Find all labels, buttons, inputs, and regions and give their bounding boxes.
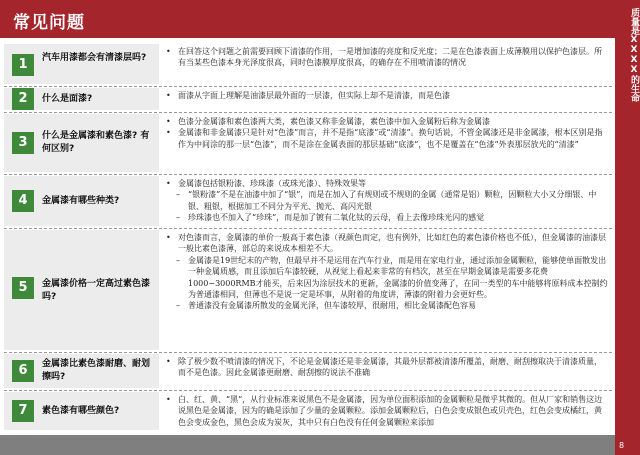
- faq-row: [4, 88, 612, 110]
- answer-cell: [162, 354, 612, 388]
- answer-sub-item: [166, 212, 608, 223]
- row-divider: [4, 86, 612, 87]
- answer-text: 除了极少数不喷清漆的情况下，不论是金属漆还是非金属漆，其最外层都被清漆所覆盖，耐磨、耐刮擦取决于清漆质量，而不是色漆。因此金属漆更耐磨、耐刮擦的说法不准确: [178, 357, 602, 378]
- faq-row: [4, 230, 612, 350]
- bullet-marker: •: [166, 357, 171, 366]
- answer-bullet: [166, 90, 608, 101]
- answer-cell: [162, 44, 612, 84]
- header-bar: [0, 0, 615, 38]
- bullet-marker: •: [166, 233, 171, 242]
- answer-sub-item: [166, 189, 608, 212]
- question-cell: [4, 230, 159, 350]
- faq-row: [4, 354, 612, 388]
- bullet-marker: •: [166, 91, 171, 100]
- answer-bullet: [166, 178, 608, 189]
- answer-cell: [162, 88, 612, 110]
- question-cell: [4, 114, 159, 172]
- question-number-badge: 4: [12, 190, 34, 212]
- question-text: 金属漆价格一定高过素色漆吗?: [42, 279, 151, 302]
- row-divider: [4, 174, 612, 175]
- row-divider: [4, 112, 612, 113]
- dash-marker: –: [176, 301, 180, 311]
- answer-cell: [162, 230, 612, 350]
- question-number-badge: 2: [12, 88, 34, 110]
- dash-marker: –: [176, 190, 180, 200]
- answer-bullet: [166, 394, 608, 428]
- answer-bullet: [166, 127, 608, 150]
- answer-text: 色漆分金属漆和素色漆两大类，素色漆又称非金属漆，素色漆中加入金属粉后称为金属漆: [178, 117, 490, 126]
- question-text: 什么是面漆?: [42, 94, 93, 104]
- dash-marker: –: [176, 213, 180, 223]
- question-number-badge: 5: [12, 277, 34, 299]
- faq-row: [4, 44, 612, 84]
- question-cell: [4, 392, 159, 430]
- question-cell: [4, 88, 159, 110]
- answer-text: 金属漆是19世纪末的产物，但最早并不是运用在汽车行业，而是用在家电行业，通过添加金属颗粒，能够使单面散发出一种金属质感，而且添加后车漆较硬，从视觉上看起来非常的有档次，甚至在早期金属漆是需要多花费1000~3000RMB才能买，后来因为涂层技术的更新，金属漆的价值变薄了，在同一类型的车中能够将原料成本控制约为普通漆相同，但薄也不是说一定是坏事，从附着的角度讲，薄漆的附着力会更好些。: [188, 255, 608, 300]
- question-text: 素色漆有哪些颜色?: [42, 406, 120, 416]
- answer-cell: [162, 176, 612, 226]
- sidebar-slogan: 质量是XXXX的生命: [629, 8, 639, 102]
- question-number-badge: 3: [12, 132, 34, 154]
- question-number-badge: 1: [12, 54, 34, 76]
- answer-bullet: [166, 46, 608, 69]
- answer-sub-item: [166, 300, 608, 311]
- bullet-marker: •: [166, 117, 171, 126]
- answer-cell: [162, 392, 612, 430]
- answer-text: “银粉漆”不是在油漆中加了“银”，而是在加入了有规则或不规则的金属（通常是铝）颗粒，因颗粒大小又分细银、中银、粗银，根据加工不同分为平光、抛光、高闪光银: [188, 190, 597, 211]
- bullet-marker: •: [166, 128, 171, 138]
- answer-text: 金属漆和非金属漆只是针对“色漆”而言，并不是指“底漆”或“清漆”。换句话说，不管金属漆还是非金属漆，根本区别是指作为中间涂的那一层“色漆”，而不是涂在金属表面的那层基础“底漆”，也不是覆盖在“色漆”外表那层放光的“清漆”: [178, 128, 603, 149]
- question-cell: [4, 354, 159, 388]
- bullet-marker: •: [166, 179, 171, 188]
- bullet-marker: •: [166, 47, 171, 56]
- answer-sub-item: [166, 255, 608, 301]
- answer-bullet: [166, 232, 608, 255]
- footer-bar: [0, 435, 615, 455]
- question-number-badge: 6: [12, 360, 34, 382]
- page-title: 常见问题: [13, 13, 85, 33]
- dash-marker: –: [176, 255, 180, 265]
- question-cell: [4, 44, 159, 84]
- row-divider: [4, 390, 612, 391]
- sidebar-bar: [615, 0, 640, 455]
- question-cell: [4, 176, 159, 226]
- faq-row: [4, 114, 612, 172]
- row-divider: [4, 228, 612, 229]
- answer-text: 在回答这个问题之前需要回顾下清漆的作用，一是增加漆的亮度和反光度；二是在色漆表面上成薄膜用以保护色漆层。所有当某些色漆本身光泽度很高，同时色漆膜厚度很高，的确存在不用喷清漆的情况: [178, 47, 602, 68]
- faq-row: [4, 392, 612, 430]
- answer-text: 普通漆没有金属漆所散发的金属光泽，但车漆较厚，很耐用，相比金属漆配色容易: [188, 301, 476, 311]
- faq-row: [4, 176, 612, 226]
- answer-bullet: [166, 116, 608, 127]
- bullet-marker: •: [166, 395, 171, 404]
- question-text: 汽车用漆都会有清漆层吗?: [42, 53, 147, 63]
- question-text: 什么是金属漆和素色漆? 有何区别?: [42, 131, 150, 154]
- question-text: 金属漆比素色漆耐磨、耐划擦吗?: [42, 359, 151, 382]
- answer-text: 面漆从字面上理解是油漆层最外面的一层漆，但实际上却不是清漆，而是色漆: [178, 91, 450, 100]
- answer-text: 对色漆而言，金属漆的单价一般高于素色漆（视颜色而定，也有例外，比如红色的素色漆价格也不低），但金属漆的油漆层一般比素色漆薄，部总的来说成本相差不大。: [178, 233, 606, 254]
- answer-text: 白、红、黄、“黑”，从行业标准来说黑色不是金属漆，因为单位面积添加的金属颗粒是微乎其微的。但从厂家和销售这边说黑色是金属漆，因为的确是添加了少量的金属颗粒。添加金属颗粒后，白色会变成银色或贝壳色，红色会变成橘红，黄色会变成金色，黑色会成为炭灰，其中只有白色没有任何金属颗粒来添加: [178, 395, 603, 427]
- question-number-badge: 7: [12, 400, 34, 422]
- answer-text: 金属漆包括银粉漆、珍珠漆（或珠光漆）、特殊效果等: [178, 179, 366, 188]
- answer-bullet: [166, 356, 608, 379]
- faq-table: [4, 44, 612, 430]
- answer-text: 珍珠漆也不加入了“珍珠”，而是加了镀有二氧化钛的云母，看上去像珍珠光闪的感觉: [188, 213, 485, 223]
- question-text: 金属漆有哪些种类?: [42, 196, 120, 206]
- row-divider: [4, 352, 612, 353]
- answer-cell: [162, 114, 612, 172]
- page-number: 8: [619, 441, 625, 450]
